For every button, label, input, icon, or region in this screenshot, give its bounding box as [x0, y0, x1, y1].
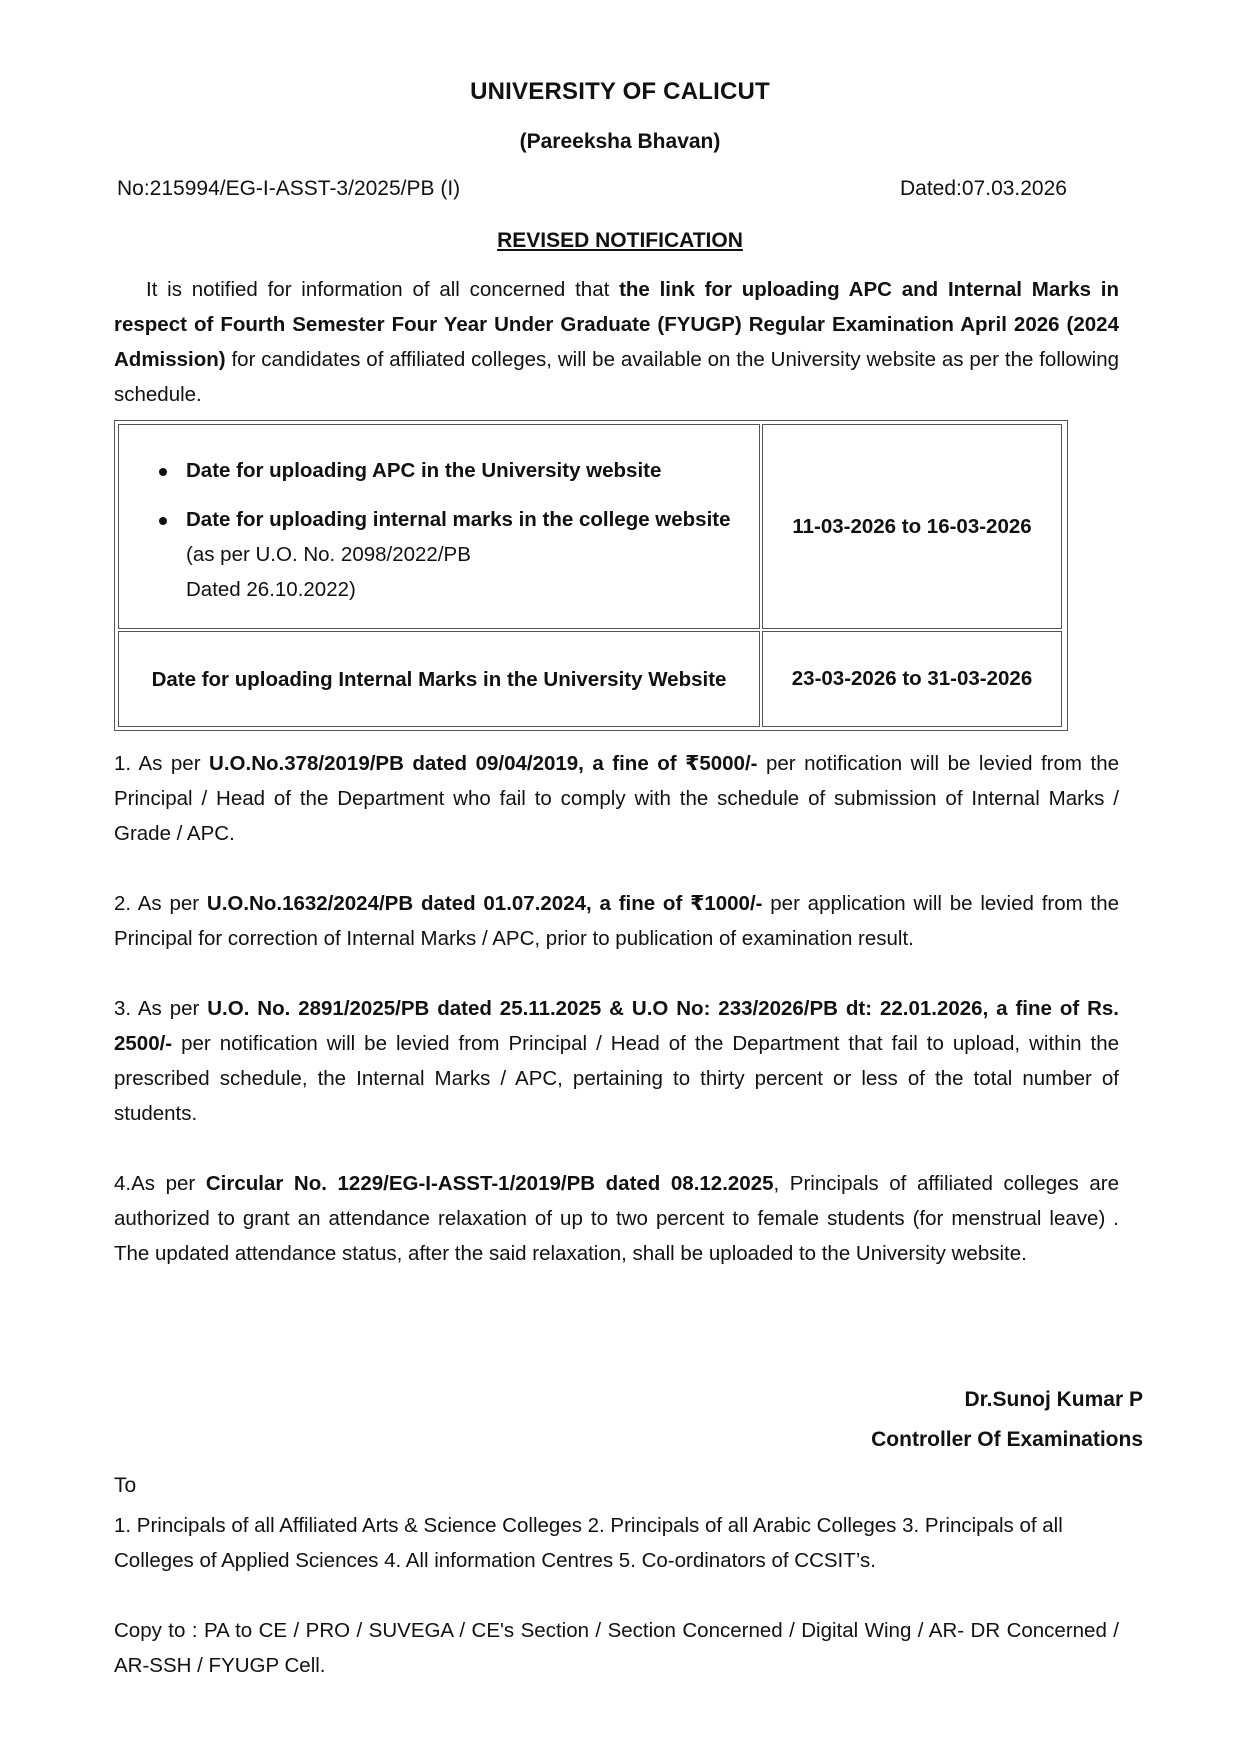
fine-point-1 [114, 746, 1119, 851]
intro-paragraph [114, 272, 1119, 412]
copy-to-list: Copy to : PA to CE / PRO / SUVEGA / CE's Section / Section Concerned / Digital Wing / AR- DR Concerned / AR-SSH / FYUGP Cell. [114, 1619, 1119, 1677]
notification-title: REVISED NOTIFICATION [497, 229, 743, 252]
schedule-bullet-item [159, 502, 739, 607]
university-name: UNIVERSITY OF CALICUT [470, 78, 770, 105]
fine-point-3 [114, 991, 1119, 1131]
schedule-dates-cell: 11-03-2026 to 16-03-2026 [762, 424, 1062, 629]
intro-bold: the link for uploading APC and Internal Marks in respect of Fourth Semester Four Year Under Graduate (FYUGP) Regular Examination April 2026 (2024 Admission) [114, 278, 1119, 371]
reference-number: No:215994/EG-I-ASST-3/2025/PB (I) [117, 177, 461, 200]
notification-date: Dated:07.03.2026 [900, 177, 1067, 200]
bullet-icon [159, 517, 167, 525]
point-lead: 2. As per [114, 892, 207, 915]
point-tail: per application will be levied from the Principal for correction of Internal Marks / APC, prior to publication of examination result. [114, 892, 1119, 950]
point-bold: U.O.No.378/2019/PB dated 09/04/2019, a fine of ₹5000/- [209, 752, 758, 775]
intro-tail: for candidates of affiliated colleges, will be available on the University website as per the following schedule. [114, 348, 1119, 406]
point-lead: 1. As per [114, 752, 210, 775]
schedule-description-cell [118, 424, 760, 629]
to-label: To [114, 1474, 137, 1497]
internal-marks-uo-date: Dated 26.10.2022) [186, 578, 356, 601]
point-bold: U.O.No.1632/2024/PB dated 01.07.2024, a fine of ₹1000/- [206, 892, 763, 915]
point-lead: 4.As per [114, 1172, 206, 1195]
point-tail: , Principals of affiliated colleges are authorized to grant an attendance relaxation of up to two percent to female students (for menstrual leave) . The updated attendance status, after the said relaxation, shall be uploaded to the University website. [114, 1172, 1119, 1265]
attendance-point-4 [114, 1166, 1119, 1271]
intro-lead: It is notified for information of all concerned that [146, 278, 620, 301]
point-tail: per notification will be levied from the Principal / Head of the Department who fail to comply with the schedule of submission of Internal Marks / Grade / APC. [114, 752, 1119, 845]
schedule-row [117, 630, 1065, 728]
schedule-dates-cell: 23-03-2026 to 31-03-2026 [762, 631, 1062, 727]
signatory-name: Dr.Sunoj Kumar P [964, 1388, 1143, 1411]
internal-marks-uo-reference: (as per U.O. No. 2098/2022/PB [186, 543, 471, 566]
point-bold: Circular No. 1229/EG-I-ASST-1/2019/PB dated 08.12.2025 [205, 1172, 774, 1195]
internal-marks-college-label: Date for uploading internal marks in the college website [186, 508, 731, 531]
point-bold: U.O. No. 2891/2025/PB dated 25.11.2025 & U.O No: 233/2026/PB dt: 22.01.2026, a fine of Rs. 2500/- [114, 997, 1119, 1055]
apc-upload-label: Date for uploading APC in the University website [186, 459, 662, 482]
fine-point-2 [114, 886, 1119, 956]
recipients-list: 1. Principals of all Affiliated Arts & Science Colleges 2. Principals of all Arabic Colleges 3. Principals of all Colleges of Applied Sciences 4. All information Centres 5. Co-ordinators of CCSIT’s. [114, 1514, 1063, 1572]
bullet-icon [159, 468, 167, 476]
schedule-bullet-item [159, 453, 739, 488]
signatory-title: Controller Of Examinations [871, 1428, 1143, 1451]
schedule-row [117, 423, 1065, 630]
university-marks-label: Date for uploading Internal Marks in the University Website [118, 631, 760, 727]
point-lead: 3. As per [114, 997, 208, 1020]
office-name: (Pareeksha Bhavan) [519, 130, 721, 153]
schedule-table [114, 420, 1068, 731]
point-tail: per notification will be levied from Principal / Head of the Department that fail to upload, within the prescribed schedule, the Internal Marks / APC, pertaining to thirty percent or less of the total number of students. [114, 1032, 1119, 1125]
